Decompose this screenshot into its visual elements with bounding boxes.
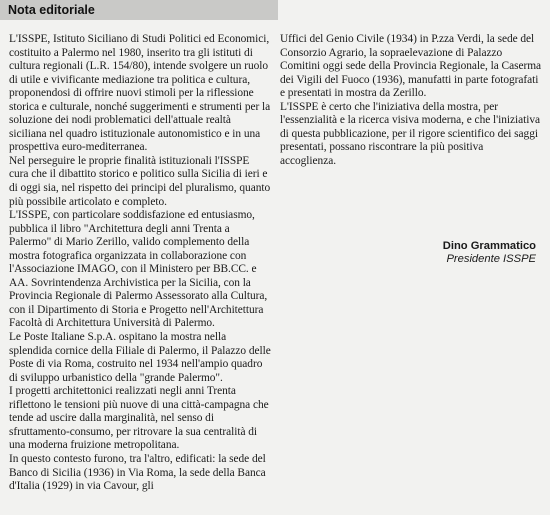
signature-name: Dino Grammatico	[442, 240, 536, 252]
paragraph: I progetti architettonici realizzati negli anni Trenta riflettono le tensioni più nuove di una città-campagna che tende ad uscire dalla marginalità, nel senso di sfruttamento-consumo, per ritrovare la sua centralità di una moderna fruizione metropolitana.	[9, 385, 269, 452]
paragraph: In questo contesto furono, tra l'altro, edificati: la sede del Banco di Sicilia (1936) in Via Roma, la sede della Banca d'Italia (1929) in via Cavour, gli	[9, 452, 266, 493]
paragraph: L'ISSPE, Istituto Siciliano di Studi Politici ed Economici, costituito a Palermo nel 1980, inserito tra gli istituti di cultura regionali (L.R. 154/80), intende svolgere un ruolo di utile e vivificante mediazione tra politica e cultura, proponendosi di offrire nuovi stimoli per la riflessione storica e culturale, nonché suggerimenti e strumenti per la soluzione dei nodi problematici dell'attuale realtà siciliana nel quadro istituzionale autonomistico e in una prospettiva euro-mediterranea.	[9, 33, 271, 154]
paragraph: Uffici del Genio Civile (1934) in P.zza Verdi, la sede del Consorzio Agrario, la sopraelevazione di Palazzo Comitini oggi sede della Provincia Regionale, la Caserma dei Vigili del Fuoco (1936), manufatti in parte fotografati e presentati in mostra da Zerillo.	[280, 33, 542, 100]
left-column	[9, 33, 271, 494]
header-band	[0, 0, 278, 20]
signature-role: Presidente ISSPE	[446, 253, 536, 265]
paragraph: L'ISSPE, con particolare soddisfazione ed entusiasmo, pubblica il libro "Architettura degli anni Trenta a Palermo" di Mario Zerillo, valido complemento della mostra fotografica organizzata in collaborazione con l'Associazione IMAGO, con il Ministero per BB.CC. e AA. Sovrintendenza Archivistica per la Sicilia, con la Provincia Regionale di Palermo Assessorato alla Cultura, con il Dipartimento di Storia e Progetto nell'Architettura Facoltà di Architettura Università di Palermo.	[9, 209, 268, 330]
signature-block	[443, 240, 536, 266]
paragraph: Nel perseguire le proprie finalità istituzionali l'ISSPE cura che il dibattito storico e politico sulla Sicilia di ieri e di oggi sia, nel rispetto dei principi del pluralismo, quanto più possibile articolato e completo.	[9, 154, 271, 208]
paragraph: Le Poste Italiane S.p.A. ospitano la mostra nella splendida cornice della Filiale di Palermo, il Palazzo delle Poste di via Roma, costruito nel 1934 nell'ampio quadro di sviluppo urbanistico della "grande Palermo".	[9, 331, 271, 384]
paragraph: L'ISSPE è certo che l'iniziativa della mostra, per l'essenzialità e la ricerca visiva moderna, e che l'iniziativa di questa pubblicazione, per il rigore scientifico dei saggi presentati, possano riscontrare la più positiva accoglienza.	[280, 100, 541, 167]
right-column	[280, 33, 542, 168]
page-title: Nota editoriale	[8, 3, 95, 17]
